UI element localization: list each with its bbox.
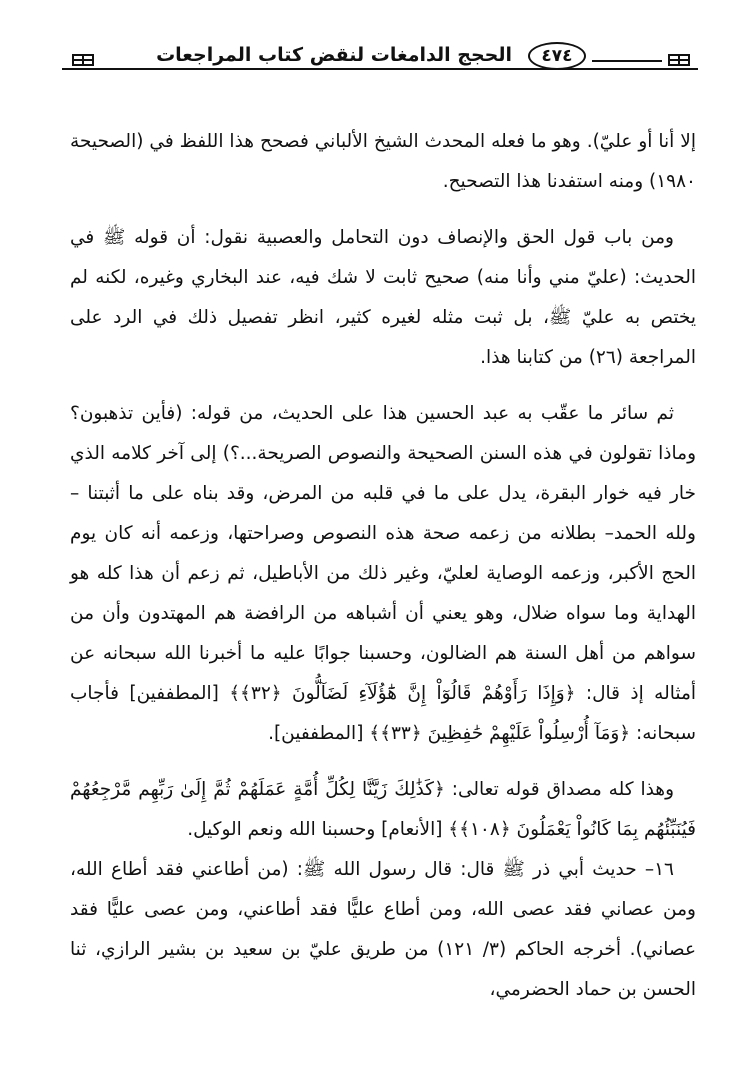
paragraph [70,394,696,754]
text-line: وهذا كله مصداق قوله تعالى: ﴿كَذَٰلِكَ زَيَّنَّا لِكُلِّ أُمَّةٍ عَمَلَهُمْ ثُمَّ إِلَىٰ رَبِّهِم مَّرْجِعُهُمْ [70,779,674,800]
text-line: زعمه صحة هذه النصوص وصراحتها، وزعمه أنه كان يوم الحج الأكبر، وزعمه الوصاية [70,523,696,584]
text-line: إلا أنا أو عليّ). وهو ما فعله المحدث الشيخ الألباني فصحح هذا اللفظ في (الصحيحة [70,131,696,152]
page-body [70,122,696,1010]
paragraph [70,122,696,202]
text-line: ١٦– حديث أبي ذر ﷺ قال: قال رسول الله ﷺ: (من أطاعني فقد أطاع الله، ومن [70,859,696,920]
text-line: الحاكم (٣/ ١٢١) من طريق عليّ بن سعيد بن بشير الرازي، ثنا الحسن بن حماد الحضرمي، [70,939,696,1000]
text-line: ١٩٨٠) ومنه استفدنا هذا التصحيح. [442,171,696,192]
text-line: به عليّ ﷺ، بل ثبت مثله لغيره كثير، انظر تفصيل ذلك في الرد على المراجعة (٢٦) من [70,307,696,368]
text-line: تقولون في هذه السنن الصحيحة والنصوص الصريحة...؟) إلى آخر كلامه الذي خار فيه [70,443,696,504]
ornament-icon [72,52,94,66]
text-line: الحديث: (عليّ مني وأنا منه) صحيح ثابت لا شك فيه، عند البخاري وغيره، لكنه لم يختص [70,267,696,328]
text-line: ومن باب قول الحق والإنصاف دون التحامل والعصبية نقول: أن قوله ﷺ في [70,227,674,248]
paragraph [70,218,696,378]
text-line: كتابنا هذا. [480,347,553,368]
ornament-icon [668,52,690,66]
text-line: لعليّ، وغير ذلك من الأباطيل، ثم زعم أن هذا كله هو الهداية وما سواه ضلال، وهو يعني [70,563,696,624]
running-title: الحجج الدامغات لنقض كتاب المراجعات [150,44,518,66]
page-number: ٤٧٤ [528,42,586,70]
header-ornament-band [592,60,662,70]
text-line: عصاني فقد عصى الله، ومن أطاع عليًّا فقد أطاعني، ومن عصى عليًّا فقد عصاني). أخرجه [70,899,697,960]
text-line: أن أشباهه من الرافضة هم المهتدون وأن من سواهم من أهل السنة هم الضالون، [70,603,696,664]
text-line: وحسبنا جوابًا عليه ما أخبرنا الله سبحانه عن أمثاله إذ قال: ﴿وَإِذَا رَأَوْهُمْ قَالُوٓاْ إِنَّ هَٰٓؤُلَآءِ [70,643,696,704]
text-line: لَضَآلُّونَ ﴿٣٢﴾﴾ [المطففين] فأجاب سبحانه: ﴿وَمَآ أُرْسِلُواْ عَلَيْهِمْ حَٰفِظِينَ ﴿٣٣﴾﴾ [المطففين]. [70,683,696,744]
paragraph [70,770,696,850]
text-line: ثم سائر ما عقّب به عبد الحسين هذا على الحديث، من قوله: (فأين تذهبون؟ وماذا [70,403,696,464]
page-header [62,38,698,82]
paragraph [70,850,696,1010]
text-line: خوار البقرة، يدل على ما في قلبه من المرض، وقد بناه على ما أثبتنا – ولله الحمد– بطلانه من [70,483,696,544]
text-line: فَيُنَبِّئُهُم بِمَا كَانُواْ يَعْمَلُونَ ﴿١٠٨﴾﴾ [الأنعام] وحسبنا الله ونعم الوكيل. [187,819,696,840]
